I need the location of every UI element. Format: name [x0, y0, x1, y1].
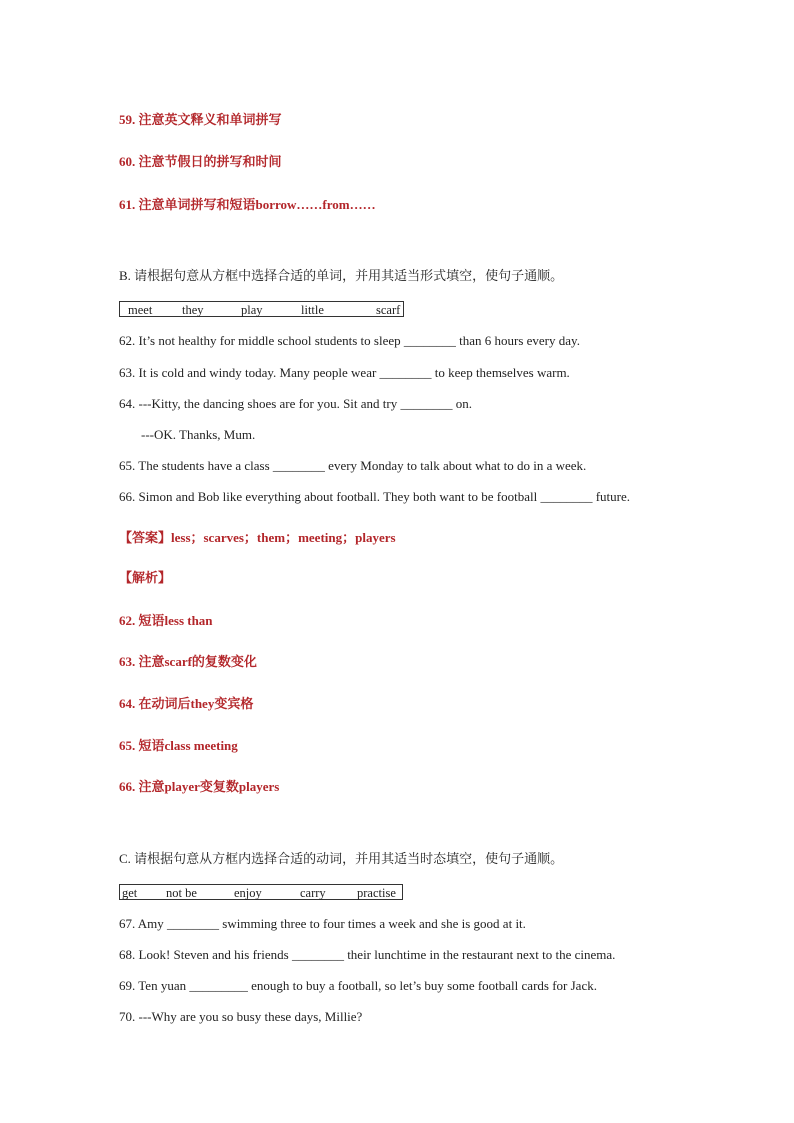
question-66: 66. Simon and Bob like everything about football. They both want to be football ________ future. — [119, 489, 631, 504]
analysis-62: 62. 短语less than — [119, 613, 213, 628]
analysis-label: 【解析】 — [119, 570, 172, 585]
question-65: 65. The students have a class ________ every Monday to talk about what to do in a week. — [119, 458, 587, 473]
analysis-64: 64. 在动词后they变宾格 — [119, 696, 254, 711]
word-box-item: carry — [300, 886, 326, 900]
note-59: 59. 注意英文释义和单词拼写 — [119, 112, 282, 127]
section-b-word-box — [119, 301, 404, 317]
question-68: 68. Look! Steven and his friends ________ their lunchtime in the restaurant next to the cinema. — [119, 947, 616, 962]
word-box-item: practise — [357, 886, 396, 900]
question-70: 70. ---Why are you so busy these days, Millie? — [119, 1009, 363, 1024]
answer-line: 【答案】less；scarves；them；meeting；players — [119, 530, 396, 545]
question-64-reply: ---OK. Thanks, Mum. — [141, 427, 256, 442]
question-64: 64. ---Kitty, the dancing shoes are for you. Sit and try ________ on. — [119, 396, 472, 411]
question-69: 69. Ten yuan _________ enough to buy a football, so let’s buy some football cards for Jack. — [119, 978, 597, 993]
word-box-item: not be — [166, 886, 197, 900]
word-box-item: enjoy — [234, 886, 262, 900]
question-62: 62. It’s not healthy for middle school students to sleep ________ than 6 hours every day. — [119, 333, 580, 348]
word-box-item: scarf — [376, 303, 401, 317]
section-c-instruction: C. 请根据句意从方框内选择合适的动词，并用其适当时态填空，使句子通顺。 — [119, 851, 564, 866]
word-box-item: they — [182, 303, 204, 317]
note-60: 60. 注意节假日的拼写和时间 — [119, 154, 282, 169]
question-63: 63. It is cold and windy today. Many people wear ________ to keep themselves warm. — [119, 365, 570, 380]
word-box-item: play — [241, 303, 263, 317]
word-box-item: little — [301, 303, 324, 317]
analysis-65: 65. 短语class meeting — [119, 738, 238, 753]
word-box-item: meet — [128, 303, 153, 317]
section-c-word-box — [119, 884, 403, 900]
analysis-66: 66. 注意player变复数players — [119, 779, 280, 794]
question-67: 67. Amy ________ swimming three to four times a week and she is good at it. — [119, 916, 526, 931]
word-box-item: get — [122, 886, 138, 900]
section-b-instruction: B. 请根据句意从方框中选择合适的单词，并用其适当形式填空，使句子通顺。 — [119, 268, 564, 283]
analysis-63: 63. 注意scarf的复数变化 — [119, 654, 257, 669]
note-61: 61. 注意单词拼写和短语borrow……from…… — [119, 197, 376, 212]
